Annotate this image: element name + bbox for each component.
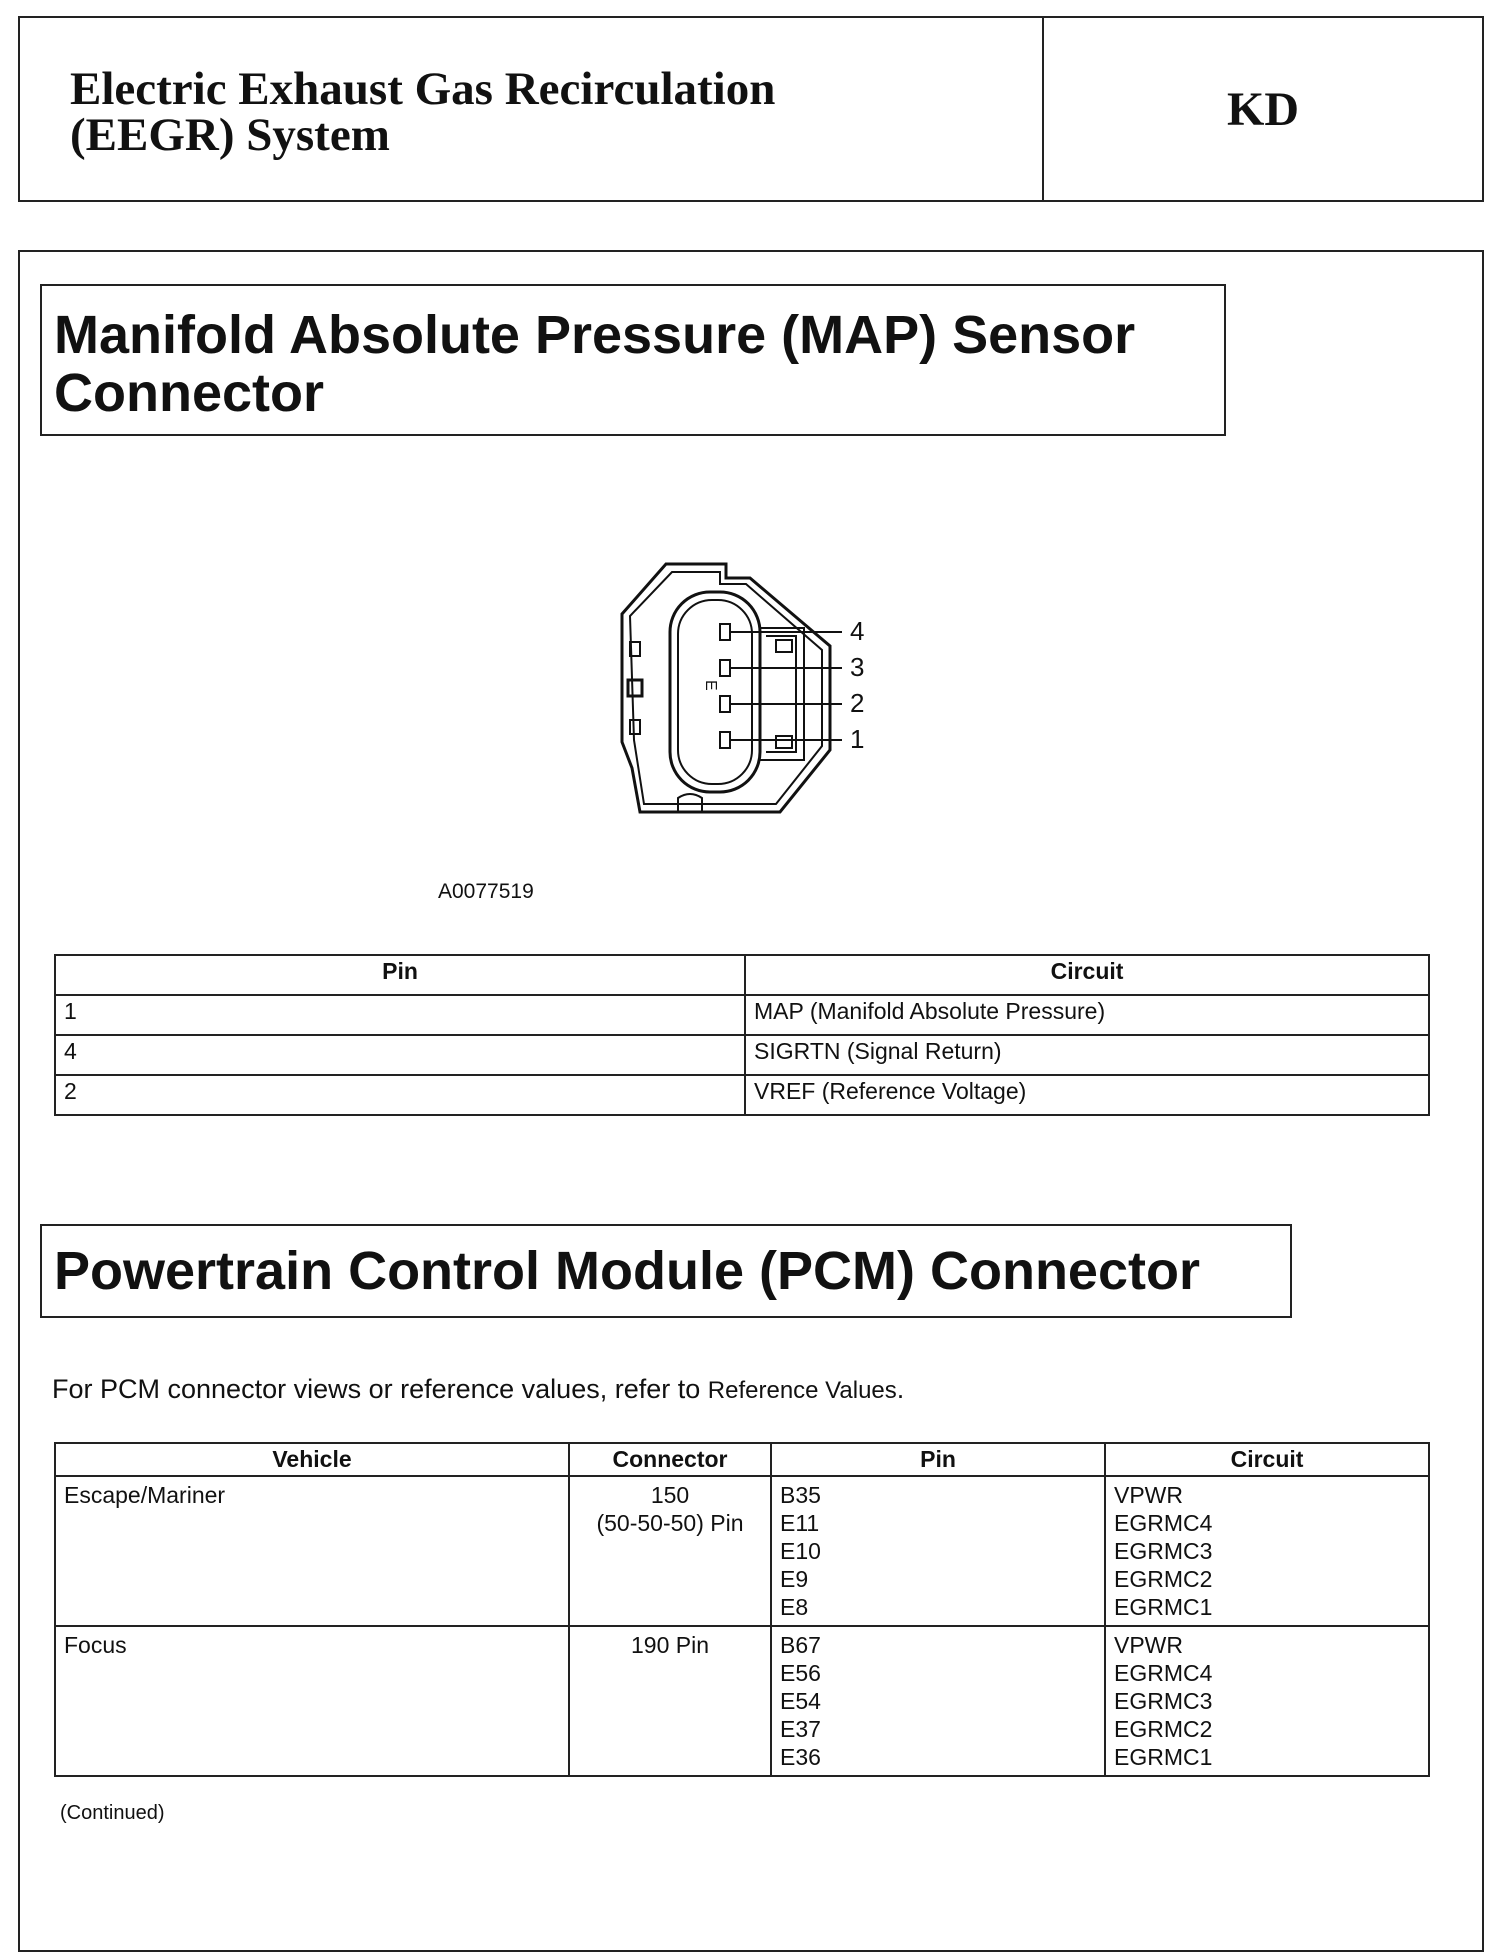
- circuit-cell: SIGRTN (Signal Return): [745, 1035, 1429, 1075]
- pin-callout-1: 1: [850, 724, 865, 754]
- table-row: [55, 1075, 1429, 1115]
- content-frame: [18, 250, 1484, 1952]
- column-header-vehicle: Vehicle: [55, 1443, 569, 1476]
- pcm-connector-heading: Powertrain Control Module (PCM) Connector: [40, 1224, 1292, 1318]
- vehicle-cell: Escape/Mariner: [55, 1476, 569, 1626]
- column-header-circuit: Circuit: [745, 955, 1429, 995]
- pin-cell: B35 E11 E10 E9 E8: [771, 1476, 1105, 1626]
- title-line-2: (EEGR) System: [70, 109, 390, 161]
- title-line-1: Electric Exhaust Gas Recirculation: [70, 63, 776, 115]
- column-header-connector: Connector: [569, 1443, 771, 1476]
- circuit-cell: MAP (Manifold Absolute Pressure): [745, 995, 1429, 1035]
- connector-cell: 190 Pin: [569, 1626, 771, 1776]
- figure-id: A0077519: [438, 880, 534, 903]
- pcm-intro-text: [52, 1374, 904, 1405]
- pin-cell: 1: [55, 995, 745, 1035]
- circuit-cell: VPWR EGRMC4 EGRMC3 EGRMC2 EGRMC1: [1105, 1626, 1429, 1776]
- table-header-row: [55, 955, 1429, 995]
- intro-end: .: [896, 1374, 905, 1404]
- table-header-row: [55, 1443, 1429, 1476]
- pin-callout-3: 3: [850, 652, 865, 682]
- pin-cell: 2: [55, 1075, 745, 1115]
- table-row: [55, 995, 1429, 1035]
- table-row: [55, 1035, 1429, 1075]
- column-header-pin: Pin: [771, 1443, 1105, 1476]
- map-heading-line-2: Connector: [54, 363, 324, 423]
- section-code: KD: [1227, 82, 1299, 136]
- map-connector-diagram-icon: [580, 544, 940, 834]
- table-row: [55, 1626, 1429, 1776]
- document-title: [20, 18, 1044, 200]
- pin-cell: 4: [55, 1035, 745, 1075]
- circuit-cell: VPWR EGRMC4 EGRMC3 EGRMC2 EGRMC1: [1105, 1476, 1429, 1626]
- page-header: [18, 16, 1484, 202]
- continued-note: (Continued): [60, 1802, 165, 1824]
- table-row: [55, 1476, 1429, 1626]
- pcm-pin-table: [54, 1442, 1430, 1777]
- column-header-circuit: Circuit: [1105, 1443, 1429, 1476]
- pin-callout-2: 2: [850, 688, 865, 718]
- svg-text:E: E: [702, 680, 719, 691]
- circuit-cell: VREF (Reference Voltage): [745, 1075, 1429, 1115]
- map-sensor-heading: [40, 284, 1226, 436]
- vehicle-cell: Focus: [55, 1626, 569, 1776]
- intro-text: For PCM connector views or reference values, refer to: [52, 1374, 701, 1404]
- reference-values-link[interactable]: Reference Values: [707, 1377, 897, 1404]
- pin-callout-4: 4: [850, 616, 865, 646]
- pin-cell: B67 E56 E54 E37 E36: [771, 1626, 1105, 1776]
- column-header-pin: Pin: [55, 955, 745, 995]
- connector-cell: 150 (50-50-50) Pin: [569, 1476, 771, 1626]
- map-pin-table: [54, 954, 1430, 1116]
- map-heading-line-1: Manifold Absolute Pressure (MAP) Sensor: [54, 305, 1136, 365]
